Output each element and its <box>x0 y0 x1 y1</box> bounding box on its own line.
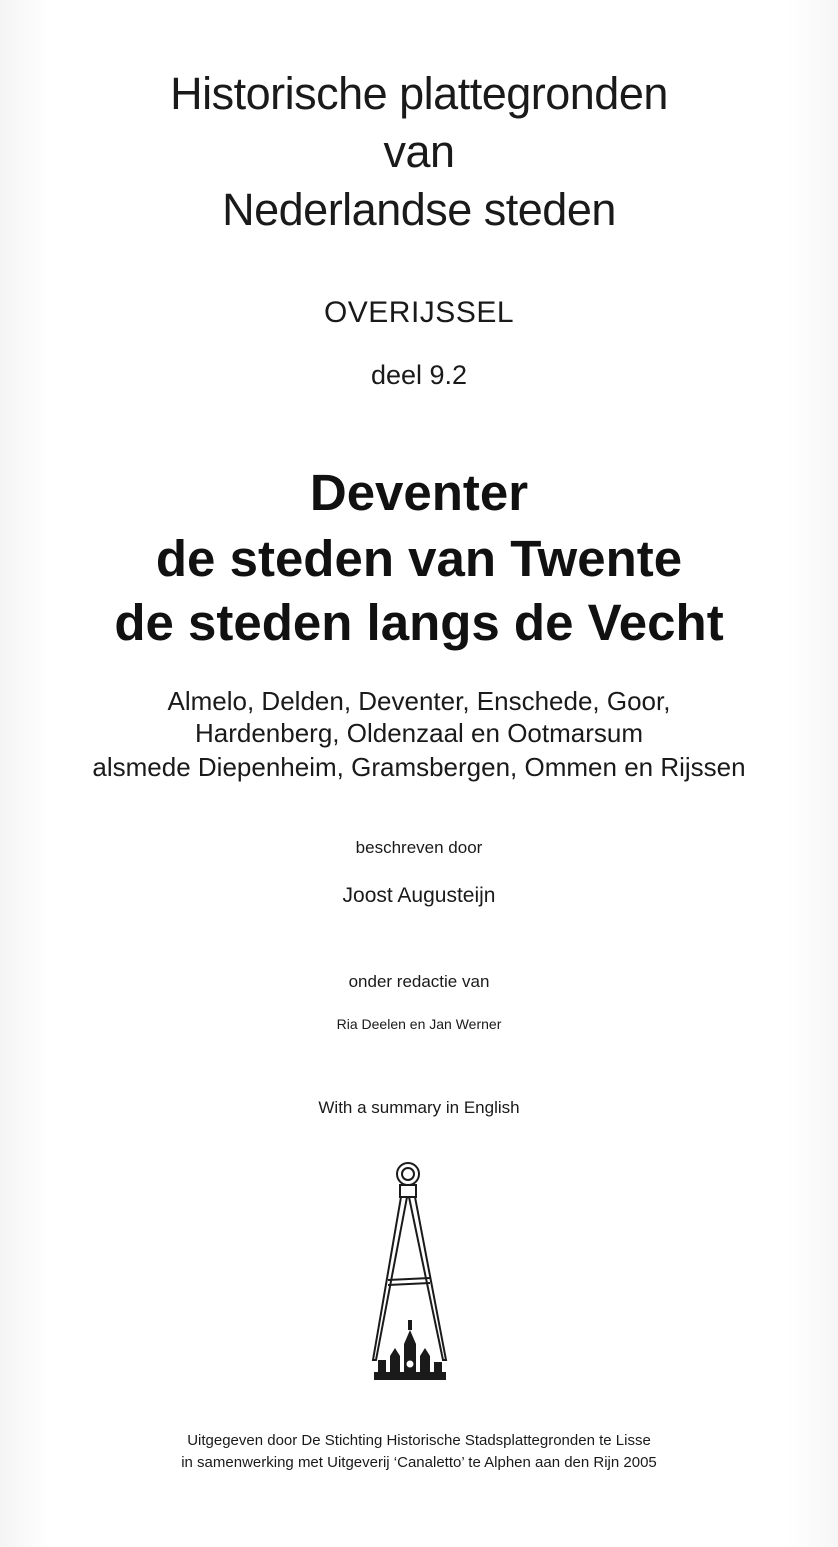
series-title-line-2: van <box>383 126 455 177</box>
edited-by-label: onder redactie van <box>348 972 490 991</box>
editors-names: Ria Deelen en Jan Werner <box>336 1016 502 1032</box>
main-title-line-3: de steden langs de Vecht <box>114 594 724 651</box>
places-line-2: Hardenberg, Oldenzaal en Ootmarsum <box>194 718 643 748</box>
summary-note: With a summary in English <box>318 1098 520 1117</box>
author-name: Joost Augusteijn <box>342 884 496 907</box>
main-title-line-2: de steden van Twente <box>155 530 683 587</box>
main-title-line-1: Deventer <box>309 464 529 521</box>
places-line-1: Almelo, Delden, Deventer, Enschede, Goor, <box>167 686 671 716</box>
publisher-line-1: Uitgegeven door De Stichting Historische Stadsplattegronden te Lisse <box>187 1432 651 1449</box>
series-title-line-3: Nederlandse steden <box>222 184 616 235</box>
publisher-line-2: in samenwerking met Uitgeverij ‘Canaletto’ te Alphen aan den Rijn 2005 <box>181 1454 657 1471</box>
series-title-line-1: Historische plattegronden <box>170 68 668 119</box>
compass-over-city-icon <box>360 1160 460 1400</box>
province-heading: OVERIJSSEL <box>323 296 515 329</box>
volume-label: deel 9.2 <box>370 360 468 390</box>
described-by-label: beschreven door <box>355 838 483 857</box>
places-line-3: alsmede Diepenheim, Gramsbergen, Ommen en Rijssen <box>92 752 746 782</box>
